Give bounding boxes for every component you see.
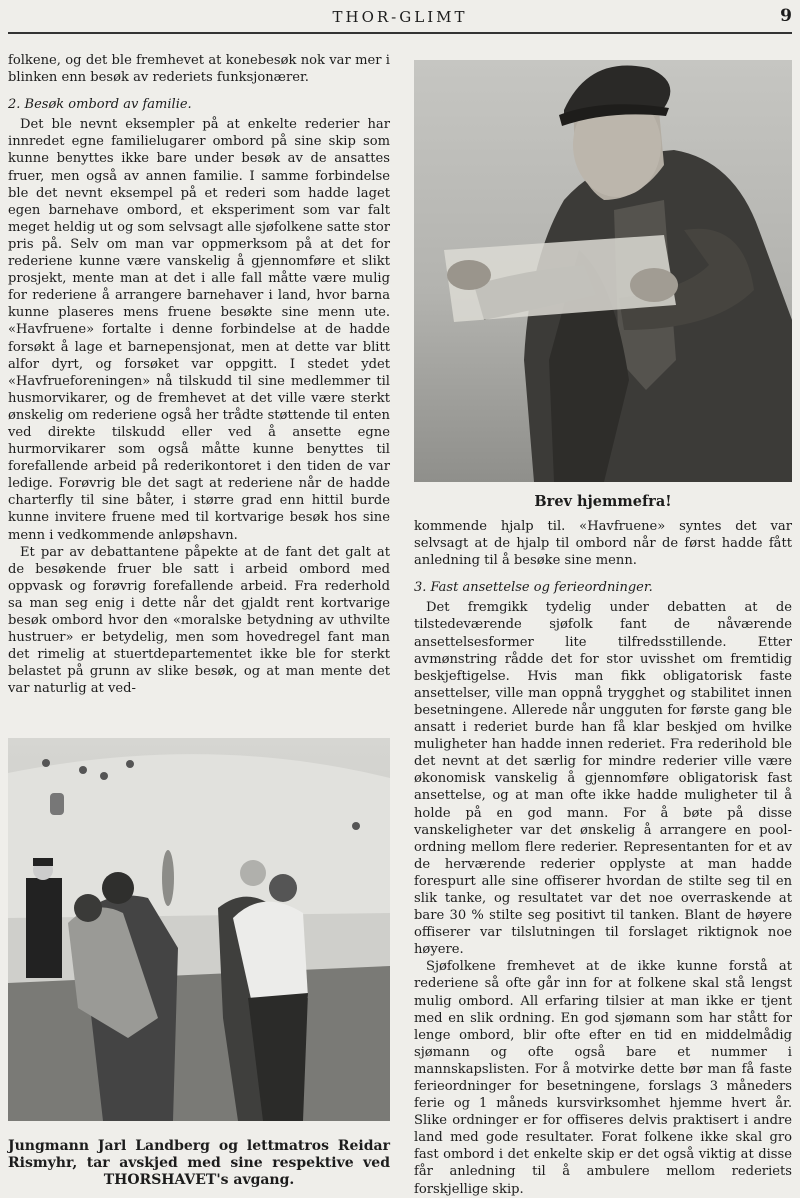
section-3-paragraph-1: Det fremgikk tydelig under debatten at de tilstedeværende sjøfolk fant de nåværende ansettelsesformer lite tilfredsstillende. Etter avmønstring rådde det for stor uvisshet om fremtidig beskjeftigelse. Hvis man fikk obligatorisk faste ansettelser, ville man oppnå trygghet og stabilitet innen besetningene. Allerede når ungguten for første gang ble ansatt i rederiet burde han få klar beskjed om hvilke muligheter han hadde innen rederiet. Fra rederihold ble det nevnt at det særlig for mindre rederier ville være økonomisk vanskelig å gjennomføre obligatorisk fast ansettelse, og at man ofte ikke hadde muligheter til å holde på en god mann. For å bøte på disse vanskeligheter var det ønskelig å arrangere en pool-ordning mellom flere rederier. Representanten for et av de herværende rederier opplyste at man hadde forespurt alle sine offiserer hvordan de stilte seg til en slik tanke, og resultatet var det noe overraskende at bare 30 % stilte seg positivt til tanken. Blant de høyere offiserer var tilslutningen til forslaget riktignok noe høyere. [414,600,792,958]
sailor-reading-letter-photo [414,60,792,482]
farewell-on-quay-photo [8,738,390,1121]
photo-caption-farewell: Jungmann Jarl Landberg og lettmatros Reidar Rismyhr, tar avskjed med sine respektive ved THORSHAVET's avgang. [8,1138,390,1188]
header-rule [8,32,792,34]
section-2-paragraph-2: Et par av debattantene påpekte at de fant det galt at de besøkende fruer ble satt i arbeid ombord med oppvask og forøvrig forefallende arbeid. Fra rederhold sa man seg enig i dette når det gjaldt rent kortvarige besøk ombord hvor den «moralske betydning av uthvilte hustruer» er betydelig, men som hovedregel fant man det rimelig at stuertdepartementet ikke ble for sterkt belastet på grunn av slike besøk, og at man mente det var naturlig at ved- [8,544,390,697]
photo-caption-brev: Brev hjemmefra! [534,493,672,510]
section-2-heading: 2. Besøk ombord av familie. [8,97,192,113]
section-2-paragraph-1: Det ble nevnt eksempler på at enkelte rederier har innredet egne familielugarer ombord på sine skip som kunne benyttes ikke bare under besøk av de ansattes fruer, men også av annen familie. I samme forbindelse ble det nevnt eksempel på et rederi som hadde laget egen barnehave ombord, et eksperiment som var falt meget heldig ut og som selvsagt alle sjøfolkene satte stor pris på. Selv om man var oppmerksom på at det for rederiene kunne være vanskelig å gjennomføre et slikt prosjekt, mente man at det i alle fall måtte være mulig for rederiene å arrangere barnehaver i land, hvor barna kunne plaseres mens fruene besøkte sine menn ute. «Havfruene» fortalte i denne forbindelse at de hadde forsøkt å lage et barnepensjonat, men at dette var blitt alfor dyrt, og forsøket var oppgitt. I stedet ydet «Havfrueforeningen» nå tilskudd til sine medlemmer til husmorvikarer, og de fremhevet at det ville være sterkt ønskelig om rederiene også her trådte støttende til enten ved direkte tilskudd eller ved å ansette egne hurmorvikarer som også måtte kunne benyttes til forefallende arbeid på rederikontoret i den tiden de var ledige. Forøvrig ble det sagt at rederiene når de hadde charterfly til sine båter, i større grad enn hittil burde kunne invitere fruene med til kortvarige besøk hos sine menn i vedkommende anløpshavn. [8,117,390,543]
right-column [414,518,792,1198]
section-3-heading: 3. Fast ansettelse og ferieordninger. [414,580,653,596]
page-number: 9 [780,6,792,26]
running-header-title: THOR-GLIMT [332,8,468,26]
section-3-paragraph-2: Sjøfolkene fremhevet at de ikke kunne forstå at rederiene så ofte går inn for at folkene skal stå lengst mulig ombord. All erfaring tilsier at man ikke er tjent med en slik ordning. En god sjømann som har stått for lenge ombord, blir ofte efter en tid en middelmådig sjømann og ofte også bare et nummer i mannskapslisten. For å motvirke dette bør man få faste ferieordninger for besetningene, forslags 3 måneders ferie og 1 måneds kursvirksomhet hjemme hvert år. Slike ordninger er for offiseres delvis praktisert i andre land med gode resultater. Forat folkene ikke skal gro fast ombord i det enkelte skip er det også viktig at disse får anledning til å ambulere mellom rederiets forskjellige skip. [414,959,792,1197]
continuation-paragraph: kommende hjalp til. «Havfruene» syntes det var selvsagt at de hjalp til ombord når de først hadde fått anledning til å besøke sine menn. [414,519,792,569]
left-column [8,52,390,697]
intro-paragraph: folkene, og det ble fremhevet at konebesøk nok var mer i blinken enn besøk av rederiets funksjonærer. [8,53,390,86]
